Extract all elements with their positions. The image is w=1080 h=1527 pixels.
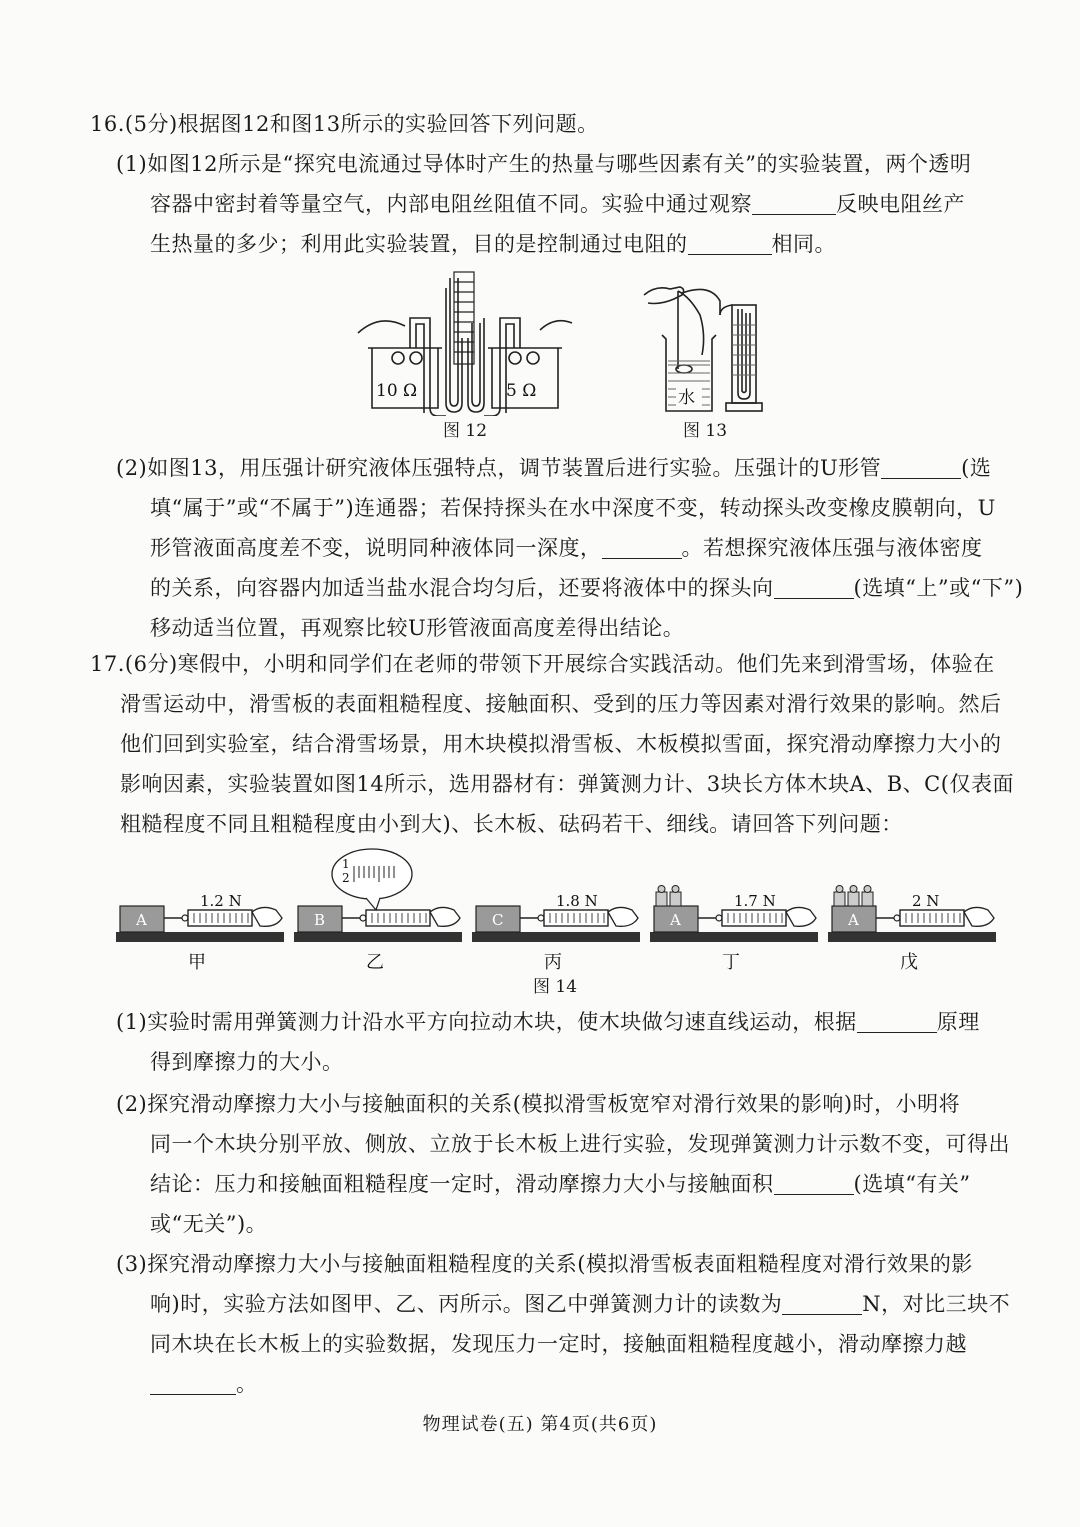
block-label: B — [314, 911, 326, 929]
q17-part2 — [116, 1084, 1010, 1244]
q17-part3-line2 — [116, 1284, 1010, 1324]
question-16-header — [90, 104, 599, 144]
block-label: A — [136, 911, 147, 929]
long-board — [294, 932, 462, 942]
long-board — [650, 932, 818, 942]
q17-part2-line3b: (选填“有关” — [853, 1172, 971, 1196]
weight-knob — [850, 886, 857, 893]
fig14-panel — [828, 886, 996, 974]
answer-blank-1[interactable] — [752, 190, 836, 215]
q17-part1-line1a: (1)实验时需用弹簧测力计沿水平方向拉动木块，使木块做匀速直线运动，根据 — [116, 1010, 857, 1034]
hook-ring — [182, 915, 188, 921]
answer-blank-5[interactable] — [774, 574, 854, 599]
q17-part3-line4 — [116, 1364, 1010, 1404]
panel-label: 丁 — [722, 952, 740, 973]
block-label: A — [848, 911, 859, 929]
zoom-tick-label: 2 — [342, 871, 350, 885]
fig14-panel — [650, 886, 818, 974]
q17-part2-line1: (2)探究滑动摩擦力大小与接触面积的关系(模拟滑雪板宽窄对滑行效果的影响)时，小明将 — [116, 1092, 961, 1116]
hand — [430, 907, 460, 926]
hook-ring — [360, 915, 366, 921]
answer-blank-7[interactable] — [774, 1170, 854, 1195]
answer-blank-2[interactable] — [688, 230, 772, 255]
q16-part2-line4a: 的关系，向容器内加适当盐水混合均匀后，还要将液体中的探头向 — [150, 576, 774, 600]
panel-label: 乙 — [366, 952, 384, 973]
weight — [670, 892, 681, 906]
hand — [252, 907, 282, 926]
q16-part2-line1b: (选 — [961, 456, 992, 480]
answer-blank-8[interactable] — [782, 1290, 862, 1315]
scale-reading: 1.2 N — [200, 892, 242, 910]
scale-reading: 1.8 N — [556, 892, 598, 910]
weight — [834, 892, 845, 906]
panel-label: 丙 — [544, 952, 562, 973]
q16-part2-line4 — [116, 568, 1023, 608]
q16-part2-line5: 移动适当位置，再观察比较U形管液面高度差得出结论。 — [150, 616, 685, 640]
figure-14-caption: 图 14 — [532, 977, 578, 997]
scale-reading: 1.7 N — [734, 892, 776, 910]
hook-ring — [538, 915, 544, 921]
q17-line3: 他们回到实验室，结合滑雪场景，用木块模拟滑雪板、木板模拟雪面，探究滑动摩擦力大小的 — [120, 732, 1002, 756]
answer-blank-3[interactable] — [881, 454, 961, 479]
q16-part2-line1a: (2)如图13，用压强计研究液体压强特点，调节装置后进行实验。压强计的U形管 — [116, 456, 882, 480]
answer-blank-6[interactable] — [857, 1008, 937, 1033]
q16-part2-line3a: 形管液面高度差不变，说明同种液体同一深度， — [150, 536, 602, 560]
panel-label: 戊 — [900, 952, 918, 973]
panel-label: 甲 — [188, 952, 206, 973]
zoom-pointer — [366, 898, 380, 910]
q17-line4: 影响因素，实验装置如图14所示，选用器材有：弹簧测力计、3块长方体木块A、B、C(仅表面 — [120, 772, 1014, 796]
q16-part1-line3 — [116, 224, 971, 264]
q17-part3-line3: 同木块在长木板上的实验数据，发现压力一定时，接触面粗糙程度越小，滑动摩擦力越 — [150, 1332, 967, 1356]
weight-knob — [672, 886, 679, 893]
zoom-tick-label: 1 — [342, 857, 350, 871]
q16-part2-line3 — [116, 528, 1023, 568]
question-17 — [90, 644, 1014, 844]
q17-part2-line3a: 结论：压力和接触面粗糙程度一定时，滑动摩擦力大小与接触面积 — [150, 1172, 774, 1196]
q16-part1-line3b: 相同。 — [771, 232, 836, 256]
block-label: A — [670, 911, 681, 929]
fig14-panel — [294, 849, 462, 973]
q17-part3-line4: 。 — [236, 1372, 258, 1396]
hand — [608, 907, 638, 926]
q17-part3 — [116, 1244, 1010, 1404]
q16-part2-line3b: 。若想探究液体压强与液体密度 — [681, 536, 983, 560]
q16-part1-line1: (1)如图12所示是“探究电流通过导体时产生的热量与哪些因素有关”的实验装置，两个透明 — [116, 152, 972, 176]
q16-part2-line4b: (选填“上”或“下”) — [853, 576, 1024, 600]
long-board — [828, 932, 996, 942]
hook-ring — [894, 915, 900, 921]
q17-part1-line2: 得到摩擦力的大小。 — [150, 1050, 344, 1074]
q17-line2: 滑雪运动中，滑雪板的表面粗糙程度、接触面积、受到的压力等因素对滑行效果的影响。然后 — [120, 692, 1002, 716]
long-board — [472, 932, 640, 942]
figure-14-diagram — [110, 848, 1000, 976]
answer-blank-4[interactable] — [602, 534, 682, 559]
hand — [786, 907, 816, 926]
figure12-right-resistor: 5 Ω — [506, 381, 537, 401]
figure-13-diagram — [640, 275, 770, 417]
weight — [848, 892, 859, 906]
q17-part1-line1b: 原理 — [936, 1010, 980, 1034]
figure12-left-resistor: 10 Ω — [376, 381, 418, 401]
q17-part2-line4: 或“无关”)。 — [150, 1212, 268, 1236]
fig14-panel — [116, 892, 284, 973]
q16-part1 — [116, 144, 971, 264]
q17-part3-line2b: N，对比三块不 — [862, 1292, 1011, 1316]
q16-part1-line3a: 生热量的多少；利用此实验装置，目的是控制通过电阻的 — [150, 232, 688, 256]
long-board — [116, 932, 284, 942]
fig14-panel — [472, 892, 640, 973]
q16-part1-line2 — [116, 184, 971, 224]
figure13-water-label: 水 — [678, 388, 695, 408]
q16-part2 — [116, 448, 1023, 648]
hand — [964, 907, 994, 926]
q16-part2-line1 — [116, 448, 1023, 488]
weight — [656, 892, 667, 906]
weight-knob — [864, 886, 871, 893]
figure-12-caption: 图 12 — [442, 421, 488, 441]
weight — [862, 892, 873, 906]
q16-part2-line2: 填“属于”或“不属于”)连通器；若保持探头在水中深度不变，转动探头改变橡皮膜朝向，U — [150, 496, 996, 520]
q17-part3-line2a: 响)时，实验方法如图甲、乙、丙所示。图乙中弹簧测力计的读数为 — [150, 1292, 783, 1316]
figure-13-caption: 图 13 — [682, 421, 728, 441]
page-footer: 物理试卷(五) 第4页(共6页) — [422, 1414, 658, 1435]
q16-header-text: 16.(5分)根据图12和图13所示的实验回答下列问题。 — [90, 112, 599, 136]
q17-part2-line3 — [116, 1164, 1010, 1204]
q17-line1: 17.(6分)寒假中，小明和同学们在老师的带领下开展综合实践活动。他们先来到滑雪场，体验在 — [90, 652, 995, 676]
answer-blank-9[interactable] — [150, 1370, 236, 1395]
hook-ring — [716, 915, 722, 921]
q17-part1 — [116, 1002, 980, 1082]
q17-part1-line1 — [116, 1002, 980, 1042]
q17-part2-line2: 同一个木块分别平放、侧放、立放于长木板上进行实验，发现弹簧测力计示数不变，可得出 — [150, 1132, 1010, 1156]
q17-line5: 粗糙程度不同且粗糙程度由小到大)、长木板、砝码若干、细线。请回答下列问题： — [120, 812, 903, 836]
q16-part1-line2a: 容器中密封着等量空气，内部电阻丝阻值不同。实验中通过观察 — [150, 192, 752, 216]
scale-reading: 2 N — [912, 892, 940, 910]
weight-knob — [836, 886, 843, 893]
figure-12-diagram — [350, 268, 580, 416]
q16-part1-line2b: 反映电阻丝产 — [836, 192, 965, 216]
weight-knob — [658, 886, 665, 893]
block-label: C — [492, 911, 504, 929]
q17-part3-line1: (3)探究滑动摩擦力大小与接触面粗糙程度的关系(模拟滑雪板表面粗糙程度对滑行效果的影 — [116, 1252, 973, 1276]
